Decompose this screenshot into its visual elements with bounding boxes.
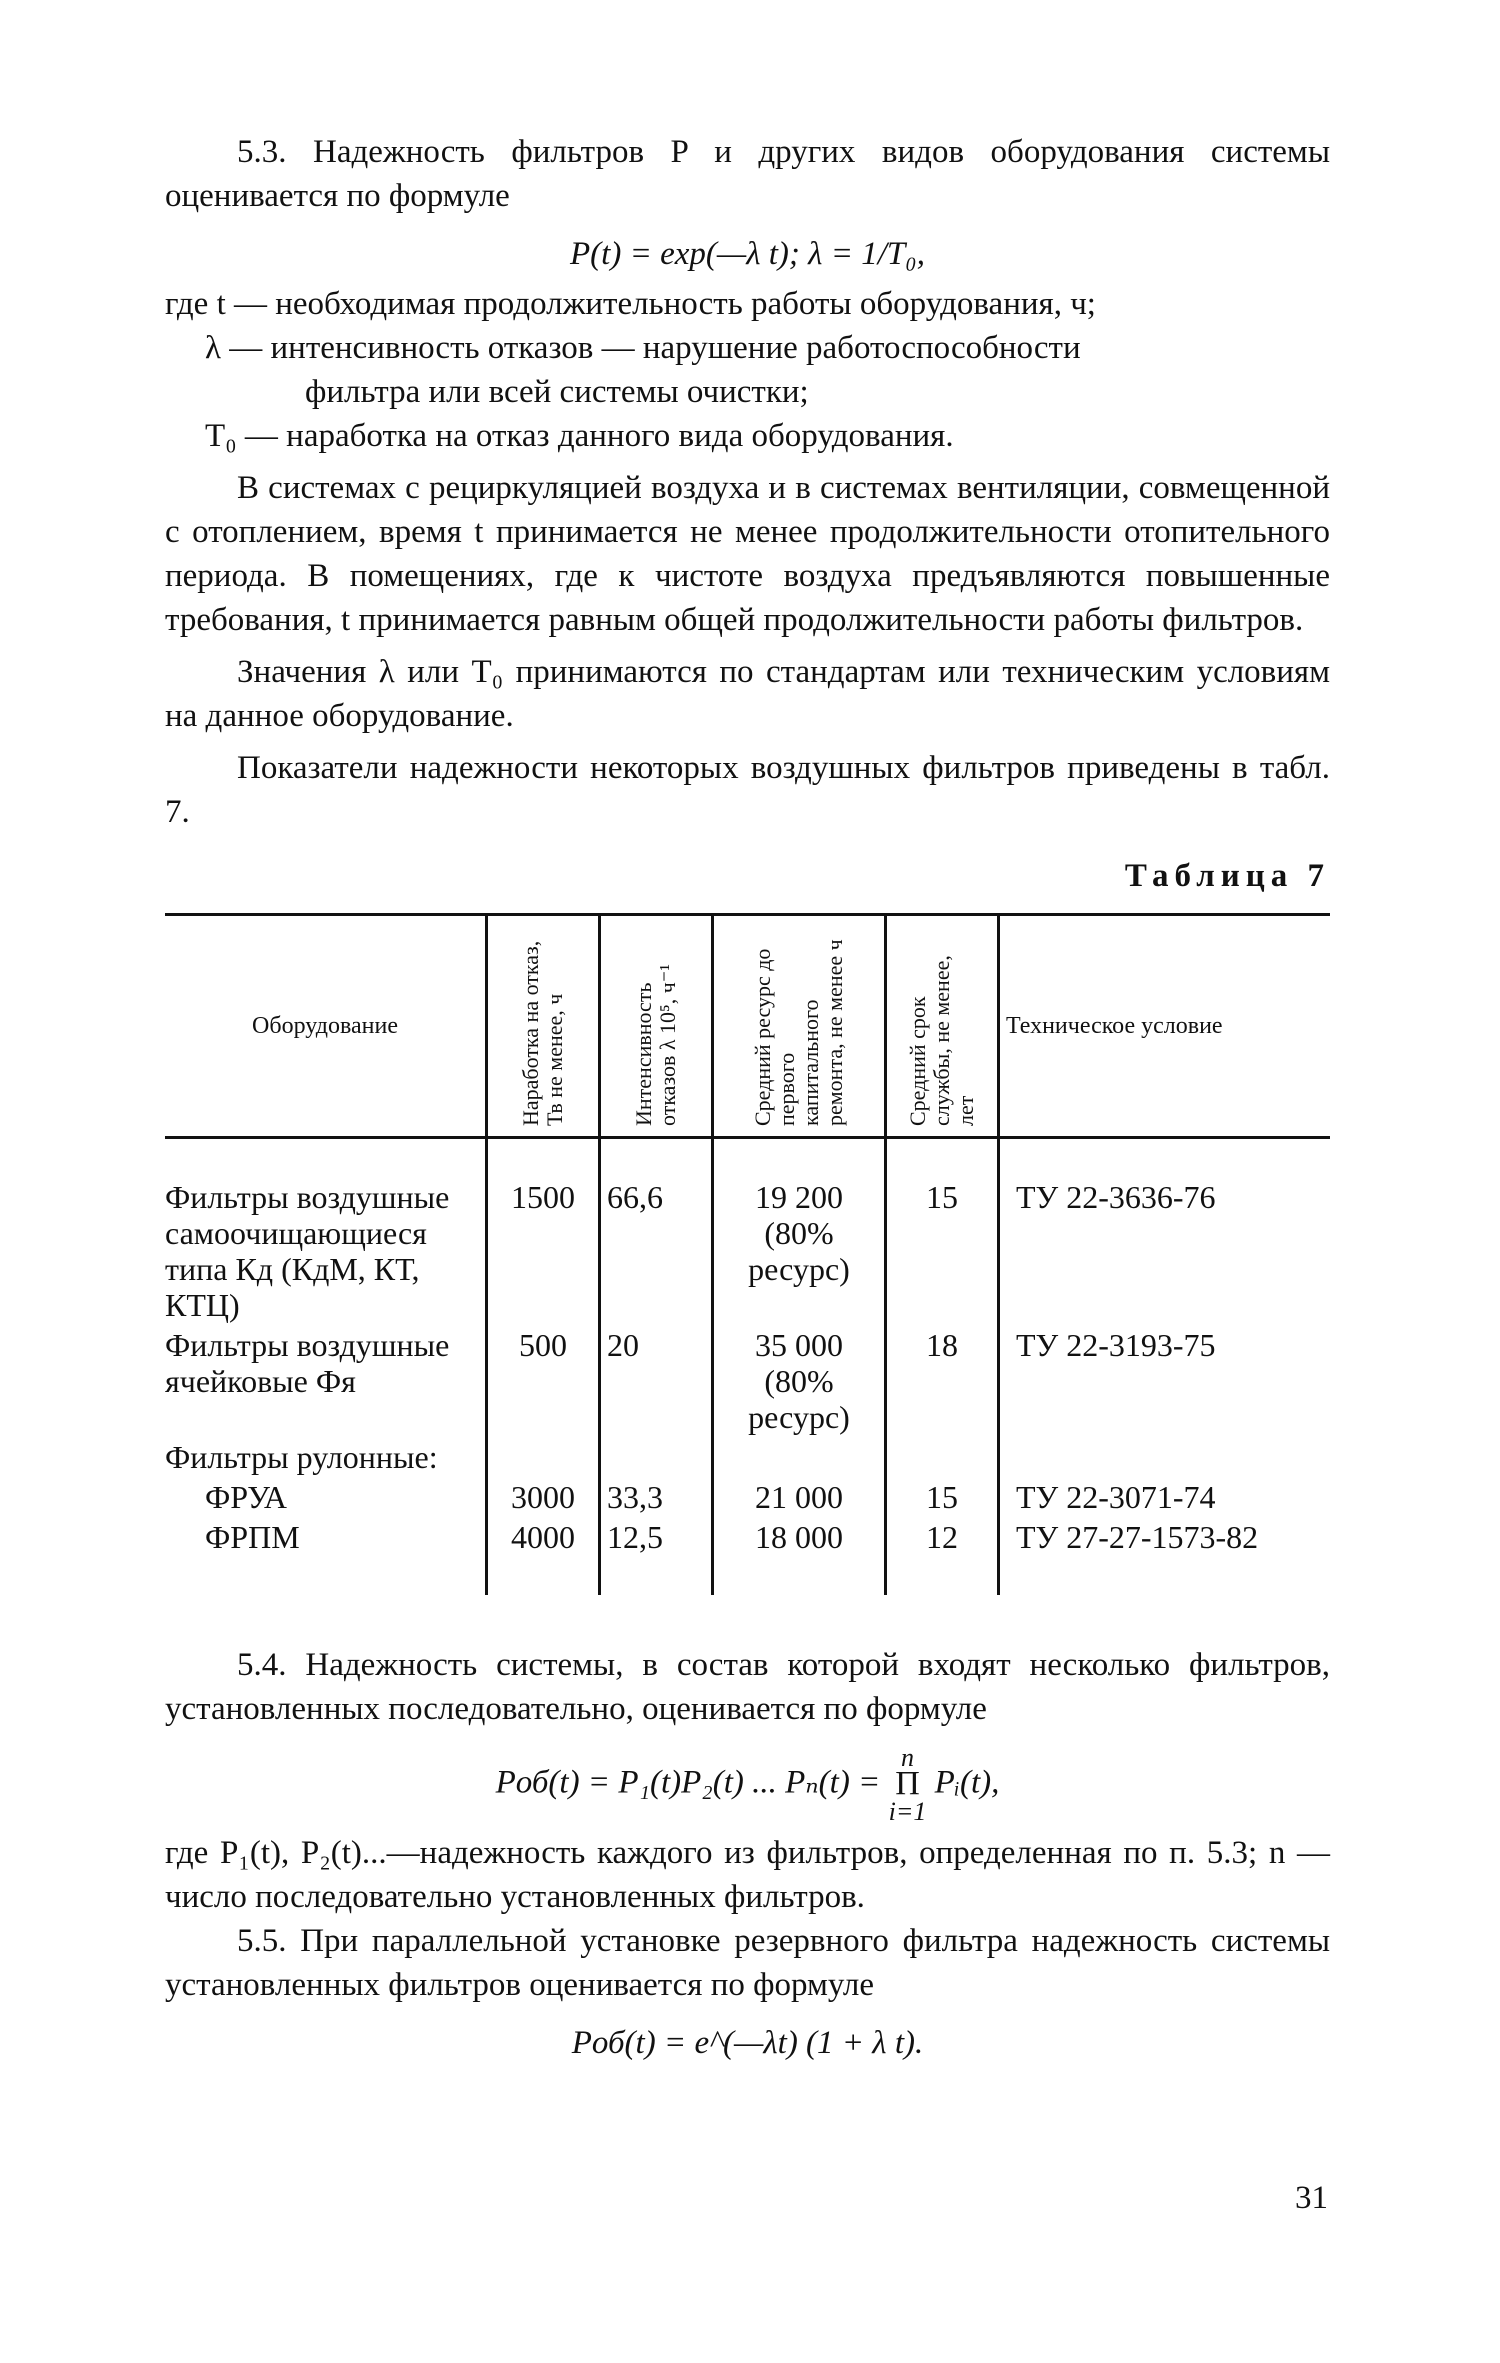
header-condition: Техническое условие: [999, 915, 1331, 1138]
table-title: Таблица 7: [1124, 858, 1330, 894]
sec54-where: где P₁(t), P₂(t)...—надежность каждого из фильтров, определенная по п. 5.3; n — число последовательно установленных фильтров.: [165, 1835, 1330, 1915]
product-upper: n: [900, 1743, 914, 1772]
def-t: где t — необходимая продолжительность работы оборудования, ч;: [165, 286, 1096, 322]
cell-name: Фильтры рулонные:: [165, 1439, 438, 1475]
sec54-intro: 5.4. Надежность системы, в состав которой входят несколько фильтров, установленных последовательно, оценивается по формуле: [165, 1647, 1330, 1727]
def-lambda-a: λ — интенсивность отказов — нарушение работоспособности: [205, 330, 1081, 366]
product-symbol: Π: [895, 1765, 920, 1802]
cell-lifetime: 15: [886, 1138, 999, 1326]
cell-condition: ТУ 22-3193-75: [999, 1325, 1331, 1437]
paragraph-table-ref: Показатели надежности некоторых воздушных фильтров приведены в табл. 7.: [165, 750, 1330, 830]
series-formula: [165, 1745, 1330, 1825]
sec53-intro: 5.3. Надежность фильтров P и других видов оборудования системы оценивается по формуле: [165, 134, 1330, 214]
cell-intensity: 20: [600, 1325, 713, 1437]
cell-intensity: 33,3: [600, 1477, 713, 1517]
sec55-intro: 5.5. При параллельной установке резервного фильтра надежность системы установленных фильтров оценивается по формуле: [165, 1923, 1330, 2003]
reliability-formula: P(t) = exp(—λ t); λ = 1/T₀,: [570, 236, 925, 272]
cell-mtbf: 3000: [487, 1477, 600, 1517]
cell-name: ФРУА: [205, 1479, 287, 1515]
cell-name: Фильтры воздушные ячейковые Фя: [165, 1327, 450, 1399]
product-lower: i=1: [888, 1797, 927, 1826]
cell-resource: 21 000: [713, 1477, 886, 1517]
reliability-table: [165, 913, 1330, 1595]
cell-intensity: 66,6: [600, 1138, 713, 1326]
cell-mtbf: [487, 1437, 600, 1477]
header-lifetime-cell: [886, 915, 999, 1138]
def-lambda-b: фильтра или всей системы очистки;: [305, 374, 809, 410]
definitions: [165, 282, 1330, 458]
header-resource-cell: [713, 915, 886, 1138]
header-lifetime: Средний срок службы, не менее, лет: [905, 955, 978, 1126]
cell-lifetime: 15: [886, 1477, 999, 1517]
parallel-formula: Pоб(t) = e^(—λt) (1 + λ t).: [571, 2025, 924, 2061]
cell-lifetime: [886, 1437, 999, 1477]
page-number: 31: [1295, 2180, 1328, 2216]
cell-condition: ТУ 22-3071-74: [999, 1477, 1331, 1517]
cell-mtbf: 1500: [487, 1138, 600, 1326]
document-page: [165, 130, 1330, 2071]
table-row: [165, 1437, 1330, 1477]
cell-resource: [713, 1437, 886, 1477]
header-intensity: Интенсивность отказов λ 10⁵, ч⁻¹: [631, 963, 680, 1126]
cell-condition: [999, 1437, 1331, 1477]
table-row: [165, 1477, 1330, 1517]
cell-condition: ТУ 27-27-1573-82: [999, 1517, 1331, 1595]
table-row: [165, 1325, 1330, 1437]
cell-mtbf: 500: [487, 1325, 600, 1437]
cell-name: ФРПМ: [205, 1519, 300, 1555]
cell-lifetime: 12: [886, 1517, 999, 1595]
cell-lifetime: 18: [886, 1325, 999, 1437]
paragraph-recirculation: В системах с рециркуляцией воздуха и в системах вентиляции, совмещенной с отоплением, время t принимается не менее продолжительности отопительного периода. В помещениях, где к чистоте воздуха предъявляются повышенные требования, t принимается равным общей продолжительности работы фильтров.: [165, 470, 1330, 638]
table-row: [165, 1517, 1330, 1595]
header-intensity-cell: [600, 915, 713, 1138]
cell-condition: ТУ 22-3636-76: [999, 1138, 1331, 1326]
header-mtbf-cell: [487, 915, 600, 1138]
table-header-row: [165, 915, 1330, 1138]
cell-name: Фильтры воздушные самоочищающиеся типа Кд (КдМ, КТ, КТЦ): [165, 1179, 450, 1323]
series-formula-right: Pᵢ(t),: [934, 1764, 1000, 1801]
header-equipment: Оборудование: [165, 915, 487, 1138]
cell-resource: 18 000: [713, 1517, 886, 1595]
paragraph-values: Значения λ или T₀ принимаются по стандартам или техническим условиям на данное оборудование.: [165, 654, 1330, 734]
def-t0: T₀ — наработка на отказ данного вида оборудования.: [205, 418, 954, 454]
cell-mtbf: 4000: [487, 1517, 600, 1595]
cell-resource: 19 200 (80% ресурс): [713, 1138, 886, 1326]
header-mtbf: Наработка на отказ, Тв не менее, ч: [518, 940, 567, 1126]
product-operator: [889, 1745, 927, 1825]
cell-resource: 35 000 (80% ресурс): [713, 1325, 886, 1437]
header-resource: Средний ресурс до первого капитального ремонта, не менее ч: [750, 939, 847, 1126]
cell-intensity: [600, 1437, 713, 1477]
series-formula-left: Pоб(t) = P₁(t)P₂(t) ... Pₙ(t) =: [495, 1764, 889, 1801]
table-row: [165, 1138, 1330, 1326]
cell-intensity: 12,5: [600, 1517, 713, 1595]
